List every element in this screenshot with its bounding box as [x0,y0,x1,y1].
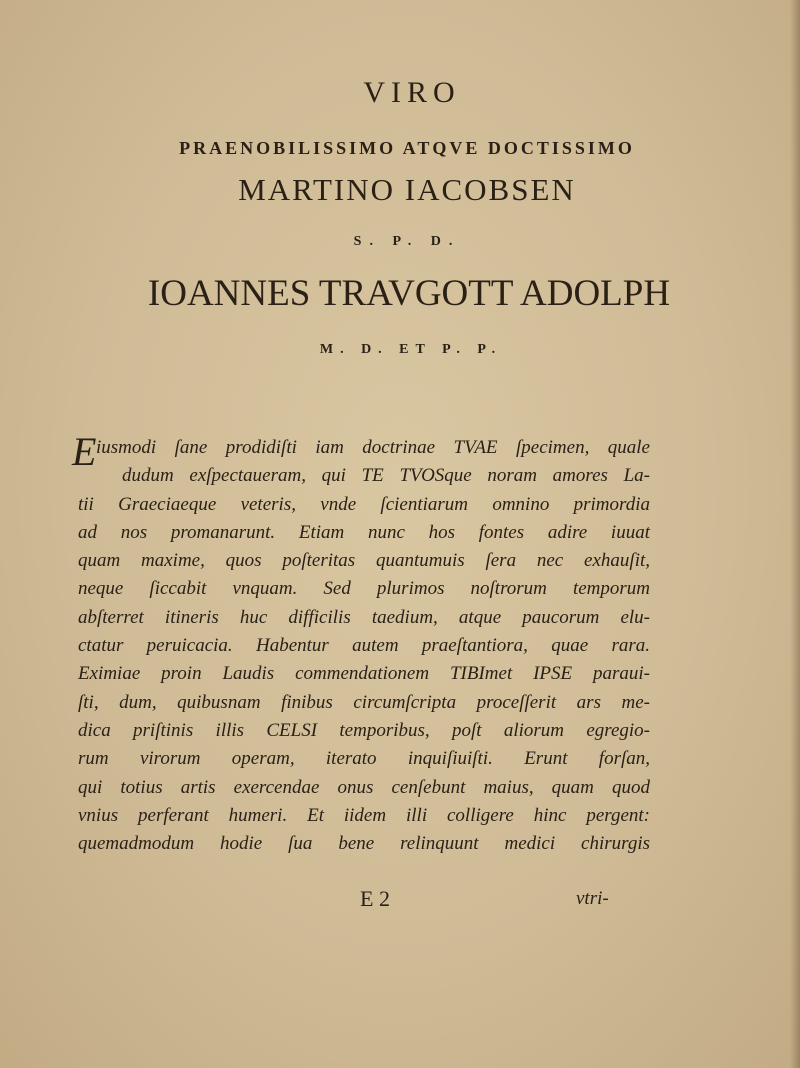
catchword: vtri- [576,888,609,909]
text-line: tii Graeciaeque veteris, vnde ſcientiarum omnino primordia [78,493,650,515]
page-edge-shadow [790,0,800,1068]
text-line: dudum exſpectaueram, qui TE TVOSque noram amores La- [122,465,650,487]
text-line: quam maxime, quos poſteritas quantumuis ſera nec exhauſit, [78,550,650,572]
text-line: dica priſtinis illis CELSI temporibus, poſt aliorum egregio- [78,719,650,741]
drop-cap: E [72,429,97,474]
heading-author-name: IOANNES TRAVGOTT ADOLPH [147,273,671,314]
text-line: ctatur peruicacia. Habentur autem praeſtantiora, quae rara. [78,635,650,657]
text-line: quemadmodum hodie ſua bene relinquunt medici chirurgis [78,833,650,855]
text-line: iusmodi ſane prodidiſti iam doctrinae TVAE ſpecimen, quale [96,437,650,458]
text-line: abſterret itineris huc difficilis taedium, atque paucorum elu- [78,606,650,628]
text-line: ad nos promanarunt. Etiam nunc hos fontes adire iuuat [78,521,650,543]
signature-mark: E 2 [360,886,390,911]
text-line: qui totius artis exercendae onus cenſebunt maius, quam quod [78,776,650,798]
text-line: Eximiae proin Laudis commendationem TIBImet IPSE paraui- [78,663,650,685]
heading-praenobilissimo: PRAENOBILISSIMO ATQVE DOCTISSIMO [179,138,635,158]
text-line: ſti, dum, quibusnam finibus circumſcripta proceſſerit ars me- [78,691,650,713]
heading-viro: VIRO [363,76,461,109]
heading-salutation: S. P. D. [353,234,461,249]
text-line: vnius perferant humeri. Et iidem illi colligere hinc pergent: [78,804,650,826]
heading-recipient-name: MARTINO IACOBSEN [238,172,576,207]
heading-author-title: M. D. ET P. P. [319,342,503,357]
text-line: rum virorum operam, iterato inquiſiuiſti. Erunt forſan, [78,748,650,770]
letter-body [72,429,650,858]
text-line: neque ſiccabit vnquam. Sed plurimos noſtrorum temporum [78,578,650,600]
